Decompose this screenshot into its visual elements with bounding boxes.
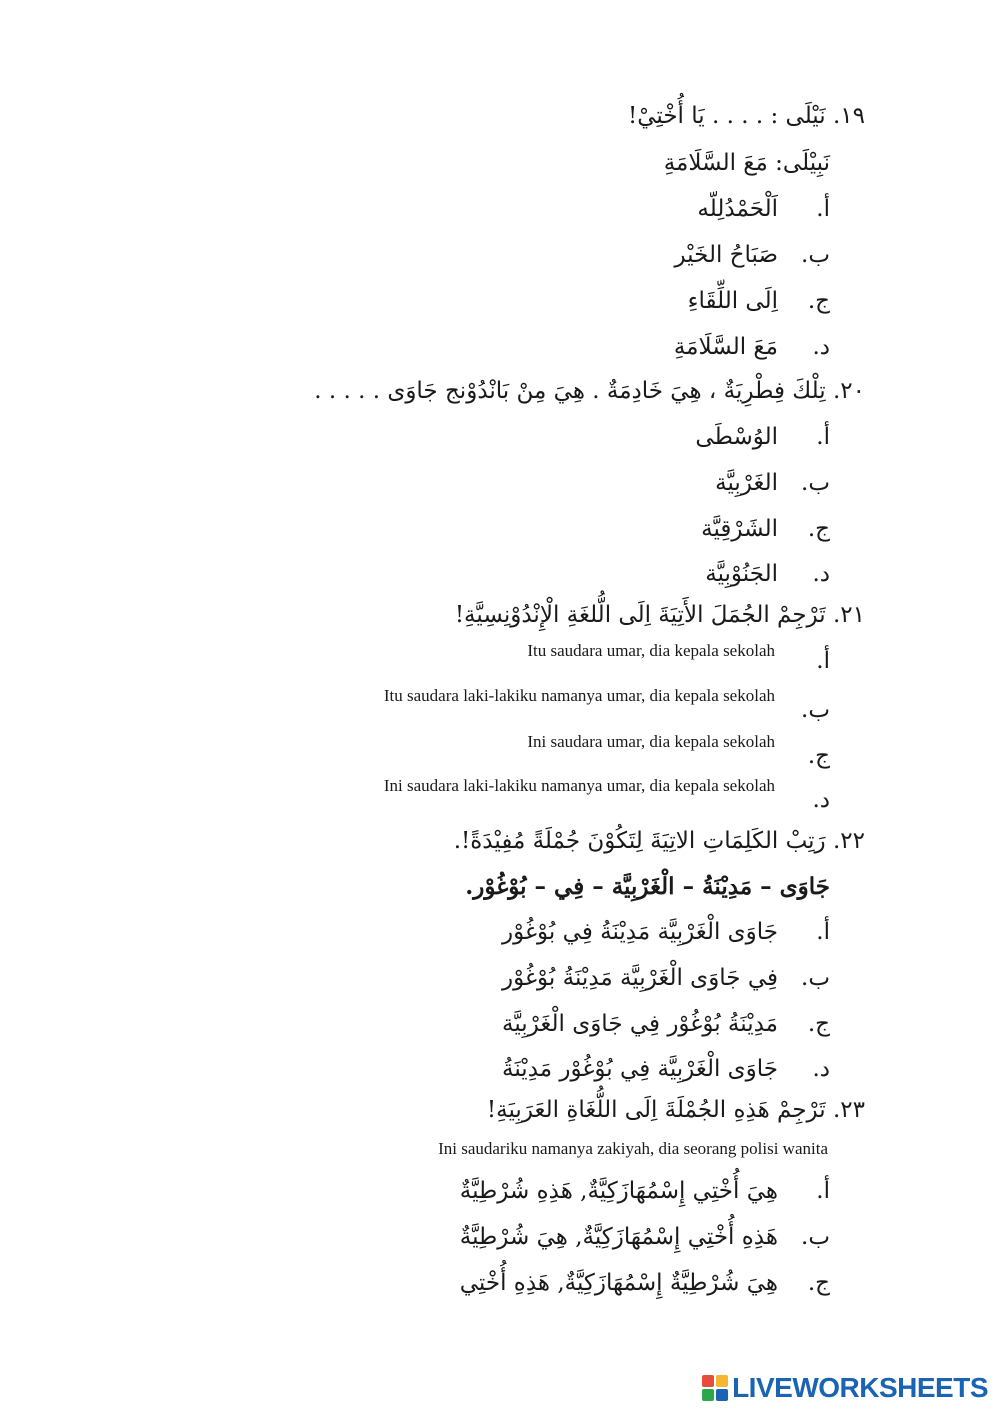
q22-stem-line — [454, 828, 865, 854]
q21-option-b-text: Itu saudara laki-lakiku namanya umar, dia kepala sekolah — [383, 686, 775, 705]
q23-option-c[interactable] — [808, 1270, 830, 1296]
q19-option-a[interactable] — [816, 196, 830, 222]
q20-option-a-text: الوُسْطَى — [695, 424, 778, 450]
q23-stem-line — [487, 1097, 865, 1123]
q20-option-c[interactable] — [808, 516, 830, 542]
q22-option-d[interactable] — [812, 1056, 830, 1082]
q19-option-b-text: صَبَاحُ الخَيْر — [674, 242, 778, 268]
q19-stem: نَيْلَى : . . . . يَا أُخْتِيْ! — [627, 103, 826, 129]
q23-stem: تَرْجِمْ هَذِهِ الجُمْلَةَ اِلَى اللُّغَاةِ العَرَبِيَةِ! — [486, 1097, 826, 1123]
option-label: أ. — [816, 919, 830, 945]
option-label: أ. — [816, 424, 830, 450]
q22-option-b[interactable] — [801, 965, 830, 991]
option-label: ب. — [801, 965, 830, 991]
q22-option-c-text: مَدِيْنَةُ بُوْغُوْر فِي جَاوَى الْغَرْبِيَّة — [502, 1011, 778, 1037]
logo-square-red — [702, 1375, 714, 1387]
q21-number: ٢١. — [832, 602, 865, 628]
q22-words: جَاوَى – مَدِيْنَةُ – الْغَرْبِيَّة – فِي – بُوْغُوْر. — [465, 873, 830, 900]
q23-sentence: Ini saudariku namanya zakiyah, dia seorang polisi wanita — [438, 1139, 828, 1158]
q20-option-d-text: الجَنُوْبِيَّة — [705, 561, 778, 587]
logo-text: LIVEWORKSHEETS — [732, 1372, 988, 1403]
q21-option-a-text: Itu saudara umar, dia kepala sekolah — [527, 641, 775, 660]
q19-option-d[interactable] — [812, 334, 830, 360]
option-label: د. — [812, 787, 830, 813]
q20-option-b[interactable] — [801, 470, 830, 496]
q22-option-a[interactable] — [816, 919, 830, 945]
option-label: ج. — [807, 1270, 830, 1296]
q20-stem: تِلْكَ فِطْرِيَةٌ ، هِيَ خَادِمَةٌ . هِيَ مِنْ بَانْدُوْنج جَاوَى . . . . . — [314, 378, 826, 404]
logo-square-green — [702, 1389, 714, 1401]
option-label: ج. — [807, 743, 830, 769]
option-label: أ. — [816, 648, 830, 674]
option-label: أ. — [816, 196, 830, 222]
q21-stem-line — [455, 602, 865, 628]
q23-option-b[interactable] — [801, 1224, 830, 1250]
q21-stem: تَرْجِمْ الجُمَلَ الأَتِيَةَ اِلَى الُّلغَةِ الْإِنْدُوْنِسِيَّةِ! — [454, 602, 826, 628]
q20-stem-line — [314, 378, 865, 404]
q19-stem-line — [628, 103, 865, 129]
q21-option-c[interactable] — [808, 743, 830, 769]
q22-option-c[interactable] — [808, 1011, 830, 1037]
q22-option-a-text: جَاوَى الْغَرْبِيَّة مَدِيْنَةُ فِي بُوْغُوْر — [502, 919, 778, 945]
option-label: أ. — [816, 1178, 830, 1204]
logo-square-blue — [716, 1389, 728, 1401]
q21-option-c-text: Ini saudara umar, dia kepala sekolah — [527, 732, 775, 751]
q19-reply: نَبِيْلَى: مَعَ السَّلَامَةِ — [663, 150, 830, 176]
option-label: ب. — [801, 242, 830, 268]
q20-option-a[interactable] — [816, 424, 830, 450]
q19-option-c-text: اِلَى اللِّقَاءِ — [687, 288, 778, 314]
option-label: ب. — [801, 697, 830, 723]
option-label: ج. — [807, 1011, 830, 1037]
q19-option-a-text: اَلْحَمْدُلِلّه — [697, 196, 778, 222]
q20-number: ٢٠. — [832, 378, 865, 404]
q19-option-b[interactable] — [801, 242, 830, 268]
q23-option-c-text: هِيَ شُرْطِيَّةٌ إِسْمُهَازَكِيَّةٌ, هَذِهِ أُخْتِي — [459, 1270, 778, 1296]
q21-option-d-text: Ini saudara laki-lakiku namanya umar, dia kepala sekolah — [383, 776, 775, 795]
q22-option-b-text: فِي جَاوَى الْغَرْبِيَّة مَدِيْنَةُ بُوْغُوْر — [502, 965, 778, 991]
option-label: د. — [812, 1056, 830, 1082]
option-label: ب. — [801, 470, 830, 496]
q23-option-a-text: هِيَ أُخْتِي إِسْمُهَازَكِيَّةٌ, هَذِهِ شُرْطِيَّةٌ — [459, 1178, 778, 1204]
q21-option-b[interactable] — [801, 697, 830, 723]
q21-option-a[interactable] — [816, 648, 830, 674]
q22-number: ٢٢. — [832, 828, 865, 854]
q23-number: ٢٣. — [832, 1097, 865, 1123]
logo-square-yellow — [716, 1375, 728, 1387]
q23-option-b-text: هَذِهِ أُخْتِي إِسْمُهَازَكِيَّةٌ, هِيَ شُرْطِيَّةٌ — [459, 1224, 778, 1250]
option-label: ج. — [807, 516, 830, 542]
liveworksheets-logo-icon — [702, 1375, 728, 1401]
q20-option-b-text: الغَرْبِيَّة — [715, 470, 778, 496]
q20-option-c-text: الشَرْقِيَّة — [701, 516, 778, 542]
option-label: ج. — [807, 288, 830, 314]
q23-option-a[interactable] — [816, 1178, 830, 1204]
q20-option-d[interactable] — [812, 561, 830, 587]
q22-option-d-text: جَاوَى الْغَرْبِيَّة فِي بُوْغُوْر مَدِيْنَةُ — [502, 1056, 778, 1082]
liveworksheets-logo[interactable] — [702, 1372, 988, 1404]
q22-stem: رَتِبْ الكَلِمَاتِ الاتِيَةَ لِتَكُوْنَ جُمْلَةً مُفِيْدَةً!. — [453, 828, 826, 854]
option-label: ب. — [801, 1224, 830, 1250]
option-label: د. — [812, 334, 830, 360]
q19-number: ١٩. — [832, 103, 865, 129]
q19-option-d-text: مَعَ السَّلَامَةِ — [673, 334, 778, 360]
option-label: د. — [812, 561, 830, 587]
q21-option-d[interactable] — [812, 787, 830, 813]
q19-option-c[interactable] — [808, 288, 830, 314]
